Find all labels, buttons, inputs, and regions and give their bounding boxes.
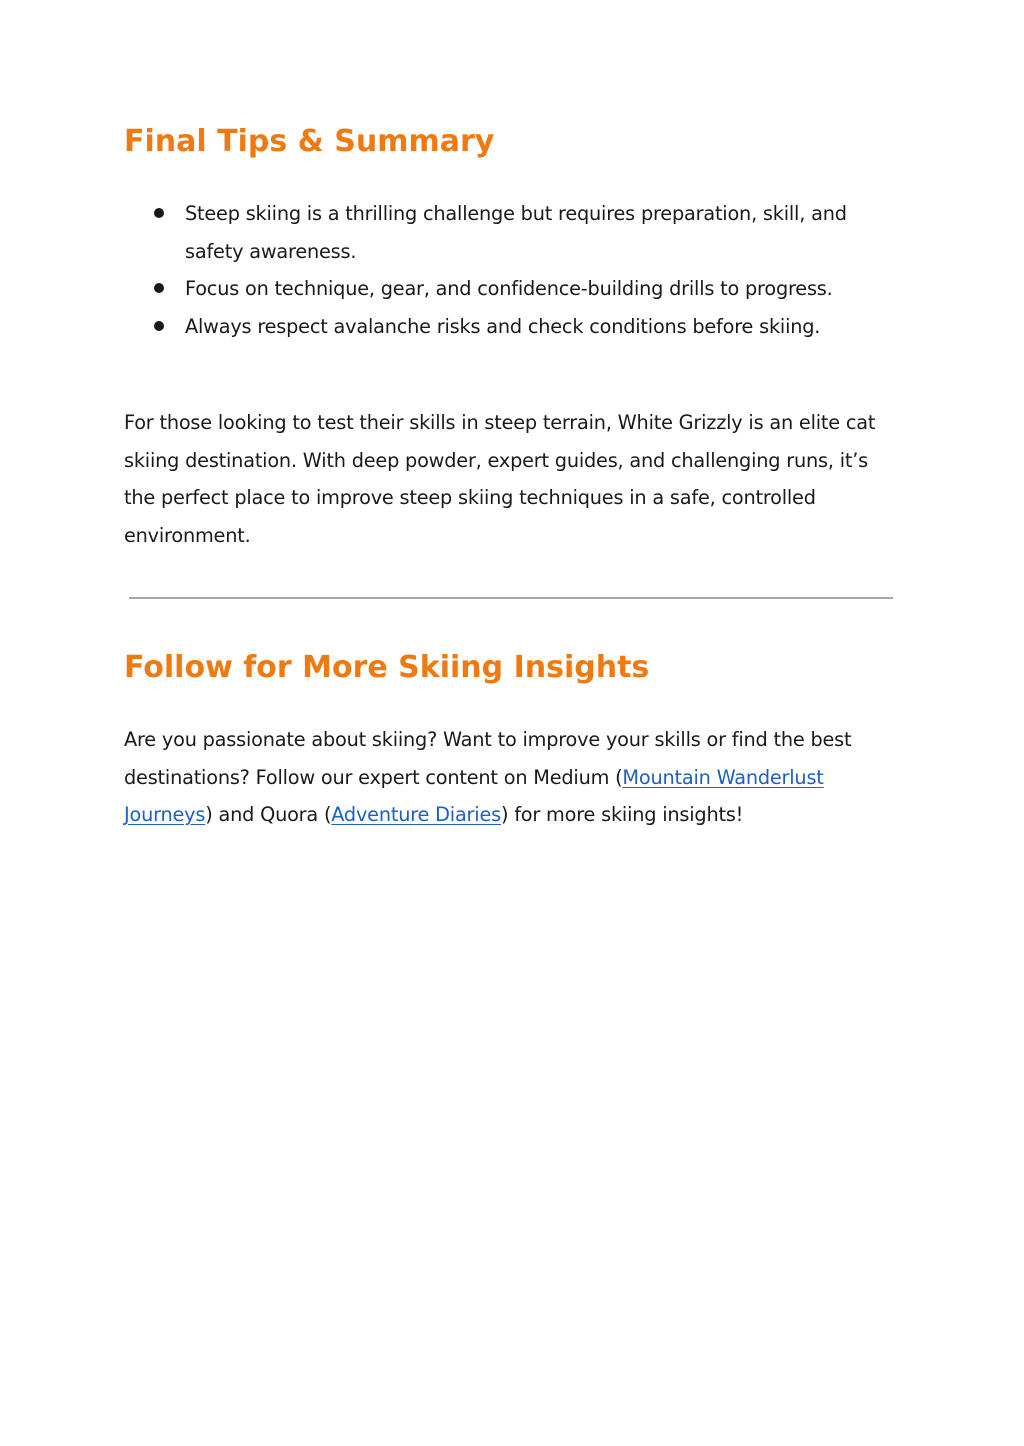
- quora-link[interactable]: Adventure Diaries: [331, 803, 501, 827]
- follow-text-intro: Are you passionate about skiing? Want to improve your skills or find the best destinations? Follow our expert content on Medium (: [124, 728, 852, 789]
- bullet-icon: [154, 283, 164, 293]
- list-item: [124, 195, 900, 270]
- bullet-icon: [154, 208, 164, 218]
- horizontal-divider: [129, 597, 893, 599]
- bullet-text: Always respect avalanche risks and check conditions before skiing.: [185, 314, 821, 338]
- tips-bullet-list: [124, 195, 900, 345]
- follow-paragraph: [124, 721, 900, 834]
- medium-link[interactable]: Mountain Wanderlust Journeys: [124, 765, 824, 827]
- follow-heading: Follow for More Skiing Insights: [124, 650, 650, 685]
- final-tips-heading: Final Tips & Summary: [124, 124, 495, 159]
- bullet-text: Steep skiing is a thrilling challenge but requires preparation, skill, and safety awareness.: [185, 202, 847, 263]
- bullet-text: Focus on technique, gear, and confidence-building drills to progress.: [185, 277, 833, 301]
- summary-paragraph: For those looking to test their skills in steep terrain, White Grizzly is an elite cat skiing destination. With deep powder, expert guides, and challenging runs, it’s the perfect place to improve steep skiing techniques in a safe, controlled environment.: [124, 411, 876, 547]
- follow-text-end: ) for more skiing insights!: [500, 803, 744, 827]
- list-item: [124, 270, 900, 308]
- bullet-icon: [154, 321, 164, 331]
- list-item: [124, 308, 900, 346]
- follow-text-middle: ) and Quora (: [205, 803, 332, 827]
